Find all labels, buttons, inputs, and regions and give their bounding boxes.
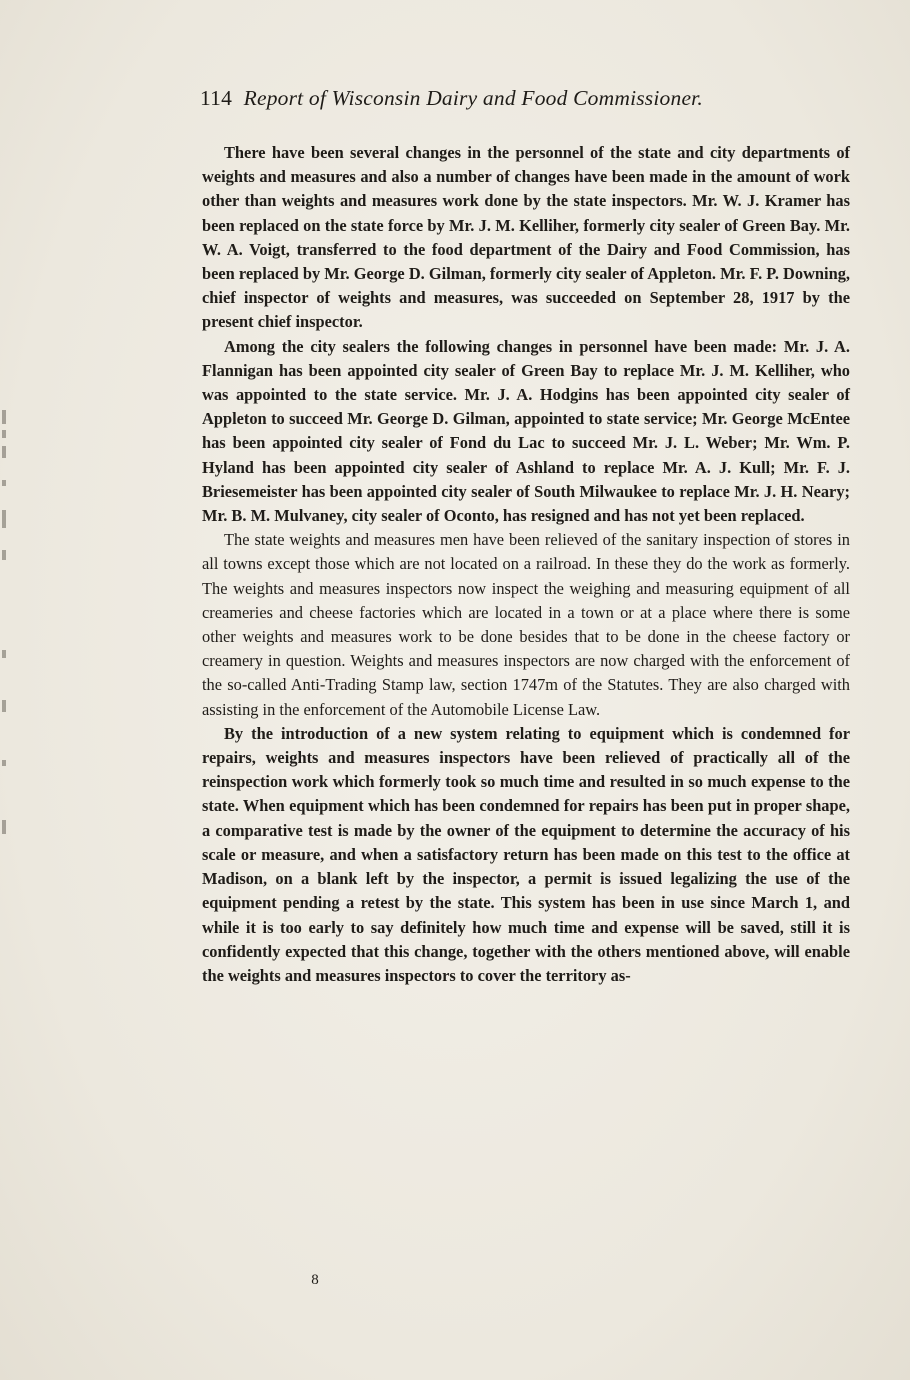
running-title: Report of Wisconsin Dairy and Food Commissioner. xyxy=(243,86,703,110)
folio-number: 8 xyxy=(311,1272,319,1288)
body-text xyxy=(202,141,850,988)
paragraph-sanitary-inspection: The state weights and measures men have been relieved of the sanitary inspection of stores in all towns except those which are not located on a railroad. In these they do the work as formerly. The weights and measures inspectors now inspect the weighing and measuring equipment of all creameries and cheese factories which are located in a town or at a place where there is some other weights and measures work to be done besides that to be done in the cheese factory or creamery in question. Weights and measures inspectors are now charged with the enforcement of the so-called Anti-Trading Stamp law, section 1747m of the Statutes. They are also charged with assisting in the enforcement of the Automobile License Law. xyxy=(202,530,850,719)
page-number: 114 xyxy=(200,86,233,110)
paragraph-new-system: By the introduction of a new system relating to equipment which is condemned for repairs, weights and measures inspectors have been relieved of practically all of the reinspection work which formerly took so much time and resulted in so much expense to the state. When equipment which has been condemned for repairs has been put in proper shape, a comparative test is made by the owner of the equipment to determine the accuracy of his scale or measure, and when a satisfactory return has been made on this test to the office at Madison, on a blank left by the inspector, a permit is issued legalizing the use of the equipment pending a retest by the state. This system has been in use since March 1, and while it is too early to say definitely how much time and expense will be saved, still it is confidently expected that this change, together with the others mentioned above, will enable the weights and measures inspectors to cover the territory as- xyxy=(202,723,850,985)
paragraph-city-sealers: Among the city sealers the following changes in personnel have been made: Mr. J. A. Flannigan has been appointed city sealer of Green Bay to replace Mr. J. M. Kelliher, who was appointed to the state service. Mr. J. A. Hodgins has been appointed city sealer of Appleton to succeed Mr. George D. Gilman, appointed to state service; Mr. George McEntee has been appointed city sealer of Fond du Lac to succeed Mr. J. L. Weber; Mr. Wm. P. Hyland has been appointed city sealer of Ashland to replace Mr. A. J. Kull; Mr. F. J. Briesemeister has been appointed city sealer of South Milwaukee to replace Mr. J. H. Neary; Mr. B. M. Mulvaney, city sealer of Oconto, has resigned and has not yet been replaced. xyxy=(202,336,850,526)
binding-margin-marks xyxy=(0,400,12,850)
paragraph-personnel-changes: There have been several changes in the personnel of the state and city departments of weights and measures and also a number of changes have been made in the amount of work other than weights and measures work done by the state inspectors. Mr. W. J. Kramer has been replaced on the state force by Mr. J. M. Kelliher, formerly city sealer of Green Bay. Mr. W. A. Voigt, transferred to the food department of the Dairy and Food Commission, has been replaced by Mr. George D. Gilman, formerly city sealer of Appleton. Mr. F. P. Downing, chief inspector of weights and measures, was succeeded on September 28, 1917 by the present chief inspector. xyxy=(202,143,850,332)
running-header xyxy=(200,86,860,111)
